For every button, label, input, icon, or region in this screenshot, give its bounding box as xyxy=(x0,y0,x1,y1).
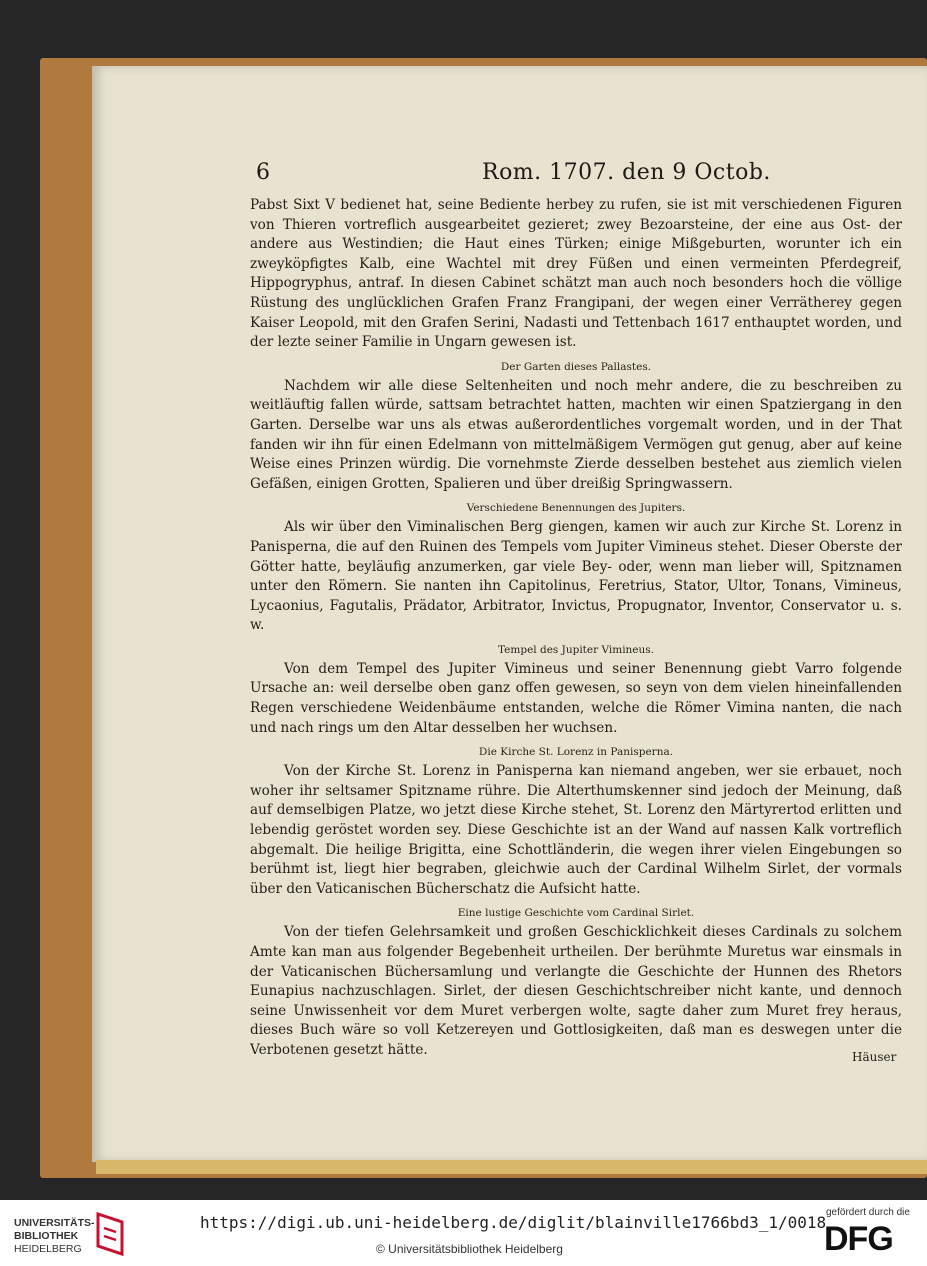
dfg-logo[interactable]: DFG xyxy=(824,1220,893,1258)
paragraph-2: Nachdem wir alle diese Seltenheiten und noch mehr andere, die zu beschreiben zu weitläuftig fallen würde, sattsam betrachtet hatten, machten wir einen Spatziergang in den Garten. Derselbe war uns als etwas außerordentliches vorgemalt worden, und in der That fanden wir ihn für einen Edelmann von mittelmäßigem Vermögen gut genug, aber auf keine Weise eines Prinzen würdig. Die vornehmste Zierde desselben bestehet aus ziemlich vielen Gefäßen, einigen Grotten, Spalieren und über dreißig Springwassern. xyxy=(250,377,902,492)
page-bottom-edge xyxy=(96,1160,927,1174)
logo-line-2: BIBLIOTHEK xyxy=(14,1230,79,1242)
viewer-footer xyxy=(0,1200,927,1266)
page-number: 6 xyxy=(256,160,270,185)
marginal-heading-temple: Tempel des Jupiter Vimineus. xyxy=(497,643,655,656)
copyright-notice: © Universitätsbibliothek Heidelberg xyxy=(376,1242,563,1256)
funding-note: gefördert durch die xyxy=(826,1207,910,1218)
main-text xyxy=(250,196,902,1061)
paragraph-3: Als wir über den Viminalischen Berg giengen, kamen wir auch zur Kirche St. Lorenz in Panisperna, die auf den Ruinen des Tempels vom Jupiter Vimineus stehet. Dieser Oberste der Götter hatte, beyläufig anzumerken, gar viele Bey- oder, wenn man lieber will, Spitznamen unter den Römern. Sie nanten ihn Capitolinus, Feretrius, Stator, Ultor, Tonans, Vimineus, Lycaonius, Fagutalis, Prädator, Arbitrator, Invictus, Propugnator, Inventor, Conservator u. s. w. xyxy=(250,519,902,634)
paragraph-4: Von dem Tempel des Jupiter Vimineus und seiner Benennung giebt Varro folgende Ursache an: weil derselbe oben ganz offen gewesen, so seyn von dem vielen hineinfallenden Regen verschiedene Weidenbäume entstanden, welche die Römer Vimina nanten, die nach und nach rings um den Altar desselben her wuchsen. xyxy=(250,660,902,736)
paragraph-5: Von der Kirche St. Lorenz in Panisperna kan niemand angeben, wer sie erbauet, noch woher ihr seltsamer Spitzname rühre. Die Alterthumskenner sind jedoch der Meinung, daß auf demselbigen Platze, wo jetzt diese Kirche stehet, St. Lorenz den Märtyrertod erlitten und lebendig geröstet worden sey. Diese Geschichte ist an der Wand auf nassen Kalk vortreflich abgemalt. Die heilige Brigitta, eine Schottländerin, die wegen ihrer vielen Eingebungen so berühmt ist, liegt hier begraben, gleichwie auch der Cardinal Wilhelm Sirlet, der vormals über den Vaticanischen Bücherschatz die Aufsicht hatte. xyxy=(250,763,902,897)
ub-heidelberg-logo[interactable] xyxy=(14,1217,95,1256)
marginal-heading-church: Die Kirche St. Lorenz in Panisperna. xyxy=(478,746,674,759)
marginal-heading-jupiter-names: Verschiedene Benennungen des Jupiters. xyxy=(466,502,686,515)
paragraph-6: Von der tiefen Gelehrsamkeit und großen Geschicklichkeit dieses Cardinals zu solchem Amte kan man aus folgender Begebenheit urtheilen. Der berühmte Muretus war einsmals in der Vaticanischen Büchersamlung und verlangte die Geschichte der Hunnen des Rhetors Eunapius nachzuschlagen. Sirlet, der diesen Geschichtschreiber nicht kante, und dennoch seine Unwissenheit vor dem Muret verbergen wolte, sagte daher zum Muret frey heraus, dieses Buch wäre so voll Ketzereyen und Gottlosigkeiten, daß man es deswegen unter die Verbotenen gesetzt hätte. xyxy=(250,924,902,1058)
logo-line-1: UNIVERSITÄTS- xyxy=(14,1217,95,1229)
marginal-heading-garden: Der Garten dieses Pallastes. xyxy=(500,360,652,373)
marginal-heading-sirlet: Eine lustige Geschichte vom Cardinal Sirlet. xyxy=(457,907,695,920)
permalink-url[interactable]: https://digi.ub.uni-heidelberg.de/diglit/blainville1766bd3_1/0018 xyxy=(200,1213,827,1232)
catchword: Häuser xyxy=(852,1050,897,1064)
ub-logo-mark-icon xyxy=(94,1208,130,1260)
paragraph-1: Pabst Sixt V bedienet hat, seine Bediente herbey zu rufen, sie ist mit verschiedenen Figuren von Thieren vortreflich ausgearbeitet gezieret; zwey Bezoarsteine, der eine aus Ost- der andere aus Westindien; die Haut eines Türken; einige Mißgeburten, worunter ich ein zweyköpfigtes Kalb, eine Wachtel mit drey Füßen und einen vermeinten Pferdegreif, Hippogryphus, antraf. In diesen Cabinet schätzt man auch noch besonders hoch die völlige Rüstung des unglücklichen Grafen Franz Frangipani, der wegen einer Verrätherey gegen Kaiser Leopold, mit den Grafen Serini, Nadasti und Tettenbach 1617 enthauptet worden, und der lezte seiner Familie in Ungarn gewesen ist. xyxy=(250,197,902,351)
running-title: Rom. 1707. den 9 Octob. xyxy=(482,160,771,185)
logo-line-3: HEIDELBERG xyxy=(14,1243,82,1255)
running-head xyxy=(256,160,906,190)
